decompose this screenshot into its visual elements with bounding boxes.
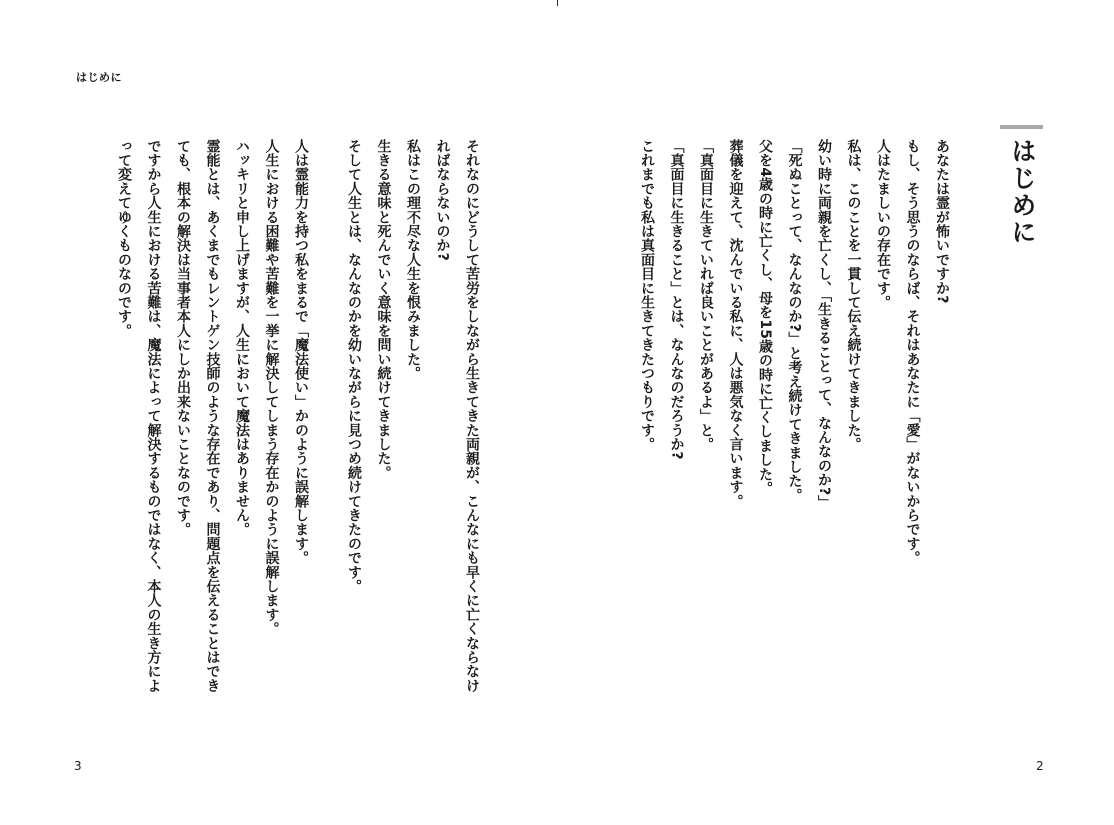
body-line: 「真面目に生きていれば良いことがあるよ」と。 — [698, 139, 714, 452]
body-line: もし、そう思うのならば、それはあなたに「愛」がないからです。 — [904, 139, 921, 565]
running-head: はじめに — [76, 71, 122, 84]
body-line: 人は霊能力を持つ私をまるで「魔法使い」かのように誤解します。 — [293, 139, 309, 565]
body-line: 霊能とは、あくまでもレントゲン技師のような存在であり、問題点を伝えることはでき — [204, 139, 221, 693]
body-line: 「死ぬことって、なんなのか?」と考え続けてきました。 — [786, 139, 803, 503]
body-line: ても、根本の解決は当事者本人にしか出来ないことなのです。 — [175, 139, 191, 537]
body-line: 「真面目に生きること」とは、なんなのだろうか? — [668, 139, 685, 460]
body-line: あなたは霊が怖いですか? — [934, 139, 950, 304]
body-line: これまでも私は真面目に生きてきたつもりです。 — [639, 139, 655, 452]
body-line: そして人生とは、なんなのかを幼いながらに見つめ続けてきたのです。 — [346, 139, 362, 594]
body-line: 幼い時に両親を亡くし、「生きることって、なんなのか?」 — [816, 139, 832, 510]
body-line: 父を4歳の時に亡くし、母を15歳の時に亡くしました。 — [757, 139, 773, 496]
body-line: ればならないのか? — [434, 139, 451, 261]
center-crop-mark — [557, 0, 558, 6]
body-line: って変えてゆくものなのです。 — [116, 139, 132, 338]
body-line: 私はこの理不尽な人生を恨みました。 — [405, 139, 421, 381]
body-line: 葬儀を迎えて、沈んでいる私に、人は悪気なく言います。 — [727, 139, 744, 509]
body-line: 私は、このことを一貫して伝え続けてきました。 — [845, 139, 862, 452]
page-number-right: 2 — [1036, 759, 1044, 773]
chapter-accent-bar — [1000, 125, 1043, 129]
body-line: 人生における困難や苦難を一挙に解決してしまう存在かのように誤解します。 — [263, 139, 280, 636]
body-line: 生きる意味と死んでいく意味を問い続けてきました。 — [375, 139, 392, 480]
right-page-body — [626, 139, 956, 739]
chapter-title: はじめに — [1008, 138, 1037, 246]
page-number-left: 3 — [74, 759, 82, 773]
left-page-body-part1 — [336, 139, 486, 739]
body-line: それなのにどうして苦労をしながら生きてきた両親が、こんなにも早くに亡くならなけ — [464, 139, 480, 693]
body-line: 人はたましいの存在です。 — [875, 139, 891, 310]
left-page-body-part2 — [100, 139, 315, 739]
body-line: ハッキリと申し上げますが、人生において魔法はありません。 — [234, 139, 250, 537]
body-line: ですから人生における苦難は、魔法によって解決するものではなく、本人の生き方によ — [145, 139, 162, 693]
